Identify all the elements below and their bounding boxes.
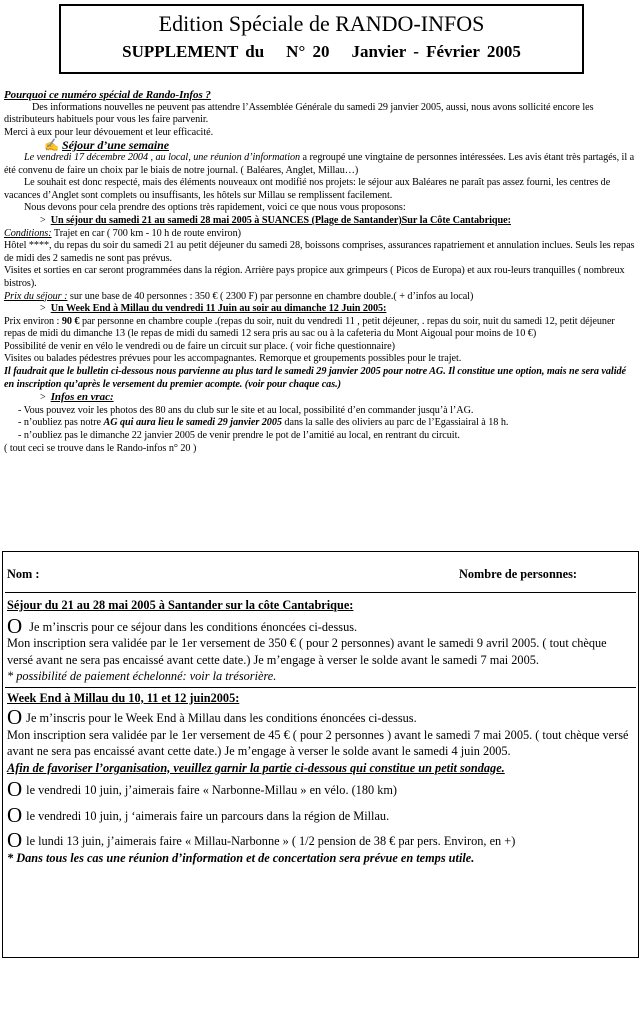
survey-option-1-text: le vendredi 10 juin, j’aimerais faire « Narbonne-Millau » en vélo. (180 km) — [26, 783, 398, 797]
registration-form — [2, 551, 639, 958]
meeting-label: une réunion d’information — [193, 151, 301, 163]
persons-field[interactable]: Nombre de personnes: — [459, 567, 577, 581]
form-section-1-note: * possibilité de paiement échelonné: voir la trésorière. — [7, 669, 277, 683]
info-bullet-3: - n’oubliez pas le dimanche 22 janvier 2005 de venir prendre le pot de l’amitié au local, en rentrant du circuit. — [18, 430, 460, 442]
checkbox-circle[interactable]: O — [7, 613, 23, 638]
survey-option-1 — [3, 777, 638, 801]
offer-2-title: > Un Week End à Millau du vendredi 11 Juin au soir au dimanche 12 Juin 2005: — [40, 303, 387, 315]
offer-2-price-value: 90 € — [61, 315, 80, 327]
offer-2-price-details: par personne en chambre couple .(repas du soir, nuit du vendredi 11 , petit déjeuner, . repas du soir, nuit du samedi 12, petit déjeuner repas de midi du dimanche 13 (le repas de midi du samedi 12 sera pris au sac ou à la cafeteria du Mont Aigoual pour moins de 10 €) — [4, 315, 615, 340]
survey-instruction: Afin de favoriser l’organisation, veuillez garnir la partie ci-dessous qui constitue un petit sondage. — [7, 760, 505, 775]
survey-option-3 — [3, 828, 638, 852]
offer-2-bike: Possibilité de venir en vélo le vendredi ou de faire un circuit sur place. ( voir fiche questionnaire) — [4, 340, 395, 352]
offer-1-conditions — [4, 228, 636, 241]
sejour-paragraph-1 — [4, 152, 636, 177]
form-section-1-check-text: Je m’inscris pour ce séjour dans les conditions énoncées ci-dessus. — [26, 619, 358, 634]
sejour-paragraph-3: Nous devons pour cela prendre des options très rapidement, voici ce que nous vous proposons: — [24, 202, 406, 214]
offer-1-hotel: Hôtel ****, du repas du soir du samedi 21 au petit déjeuner du samedi 28, boissons comprises, assurances rapatriement et annulation inclues. Seuls les repas de midi des 2 samedis ne sont pas prévus. — [4, 240, 635, 264]
sejour-heading — [4, 139, 636, 152]
meeting-text: a regroupé une vingtaine de personnes intéressées. Les avis étant très partagés, il a été convenu de faire un choix par le biais de notre journal. ( Baléares, Anglet, Millau…) — [4, 151, 635, 176]
form-section-1-text: Mon inscription sera validée par le 1er versement de 350 € ( pour 2 personnes) avant le samedi 9 avril 2005. ( tout chèque versé avant ne sera pas encaissé avant cette date.) Je m’engage à verser le solde avant le samedi 7 mai 2005. — [7, 636, 607, 667]
newsletter-body — [4, 89, 636, 455]
form-section-1-title: Séjour du 21 au 28 mai 2005 à Santander sur la côte Cantabrique: — [7, 598, 354, 612]
name-row — [3, 566, 638, 584]
info-bullet-2 — [4, 417, 636, 430]
offer-2-title-text: Un Week End à Millau du vendredi 11 Juin au soir au dimanche 12 Juin 2005: — [50, 303, 387, 315]
offer-2-price-label: Prix environ : — [4, 315, 62, 327]
deadline-warning: Il faudrait que le bulletin ci-dessous nous parvienne au plus tard le samedi 29 janvier 2005 pour notre AG. Il constitue une option, mais ne sera validé en inscription qu’après le versement du premier acompte. (voir pour chaque cas.) — [4, 366, 627, 390]
price-label: Prix du séjour : — [4, 290, 68, 302]
infos-heading-text: Infos en vrac: — [50, 391, 114, 404]
form-section-2-check-text: Je m’inscris pour le Week End à Millau dans les conditions énoncées ci-dessus. — [26, 711, 417, 725]
info-bullet-2-a: - n’oubliez pas notre — [18, 417, 104, 429]
offer-1-visits: Visites et sorties en car seront programmées dans la région. Arrière pays propice aux grimpeurs ( Picos de Europa) et aux rou-leurs tranquilles ( nombreux bistros). — [4, 265, 625, 289]
checkbox-circle[interactable]: O — [7, 777, 23, 801]
sejour-heading-text: Séjour d’une semaine — [62, 138, 170, 153]
survey-option-2-text: le vendredi 10 juin, j ‘aimerais faire un parcours dans la région de Millau. — [26, 808, 390, 823]
info-bullet-2-ag: AG qui aura lieu le samedi 29 janvier 2005 — [103, 417, 282, 429]
document-title: Edition Spéciale de RANDO-INFOS — [158, 11, 485, 36]
issue-number: N° 20 — [286, 42, 330, 61]
form-section-2-title: Week End à Millau du 10, 11 et 12 juin2005: — [7, 690, 240, 705]
form-section-1-check — [3, 613, 638, 638]
final-note: * Dans tous les cas une réunion d’information et de concertation sera prévue en temps utile. — [7, 850, 475, 865]
document-subtitle — [61, 42, 582, 62]
offer-2-visits: Visites ou balades pédestres prévues pour les accompagnantes. Remorque et groupements possibles pour le trajet. — [4, 353, 462, 365]
divider — [5, 687, 636, 688]
conditions-text: Trajet en car ( 700 km - 10 h de route environ) — [51, 227, 241, 239]
conditions-label: Conditions: — [4, 227, 52, 239]
intro-thanks: Merci à eux pour leur dévouement et leur efficacité. — [4, 126, 214, 138]
checkbox-circle[interactable]: O — [7, 802, 23, 827]
meeting-date: Le vendredi 17 décembre 2004 , au local, — [24, 151, 191, 163]
infos-heading: > Infos en vrac: — [40, 391, 114, 404]
writing-hand-icon: ✍ — [44, 138, 59, 153]
checkbox-circle[interactable]: O — [7, 705, 23, 729]
title-box — [59, 4, 584, 74]
form-section-2-text: Mon inscription sera validée par le 1er versement de 45 € ( pour 2 personnes ) avant le samedi 7 mai 2005. ( tout chèque versé avant ne sera pas encaissé avant cette date.) Je m’engage à verser le solde avant le samedi 4 juin 2005. — [7, 727, 629, 758]
issue-months: Janvier - Février 2005 — [351, 42, 521, 61]
offer-1-title-text: Un séjour du samedi 21 au samedi 28 mai 2005 à SUANCES (Plage de Santander)Sur la Côte Cantabrique: — [50, 214, 511, 226]
offer-2-price — [4, 316, 636, 341]
survey-option-2 — [3, 802, 638, 827]
price-text: sur une base de 40 personnes : 350 € ( 2300 F) par personne en chambre double.( + d’infos au local) — [67, 290, 474, 302]
supplement-label: SUPPLEMENT du — [122, 42, 265, 61]
intro-question: Pourquoi ce numéro spécial de Rando-Infos ? — [4, 89, 211, 101]
form-section-2-check — [3, 705, 638, 729]
divider — [5, 592, 636, 593]
intro-paragraph: Des informations nouvelles ne peuvent pas attendre l’Assemblée Générale du samedi 29 janvier 2005, aussi, nous avons sollicité encore les distributeurs habituels pour vous les faire parvenir. — [4, 101, 594, 126]
offer-1-price — [4, 291, 636, 304]
sejour-paragraph-2: Le souhait est donc respecté, mais des éléments nouveaux ont modifié nos projets: le séjour aux Baléares ne paraît pas assez fourni, les centres de vacances d’Anglet sont complets ou insuffisants, les hôtels sur Millau se remplissent facilement. — [4, 177, 611, 201]
survey-option-3-text: le lundi 13 juin, j’aimerais faire « Millau-Narbonne » ( 1/2 pension de 38 € par pers. Environ, en +) — [26, 834, 516, 848]
offer-1-title: > Un séjour du samedi 21 au samedi 28 mai 2005 à SUANCES (Plage de Santander)Sur la Côte Cantabrique: — [40, 214, 511, 226]
checkbox-circle[interactable]: O — [7, 828, 23, 852]
info-bullet-2-c: dans la salle des oliviers au parc de l’Egassiairal à 18 h. — [281, 417, 509, 429]
info-bullet-1: - Vous pouvez voir les photos des 80 ans du club sur le site et au local, possibilité d’en commander jusqu’à l’AG. — [18, 404, 474, 416]
name-field[interactable]: Nom : — [7, 567, 40, 581]
footer-note: ( tout ceci se trouve dans le Rando-infos n° 20 ) — [4, 442, 197, 454]
